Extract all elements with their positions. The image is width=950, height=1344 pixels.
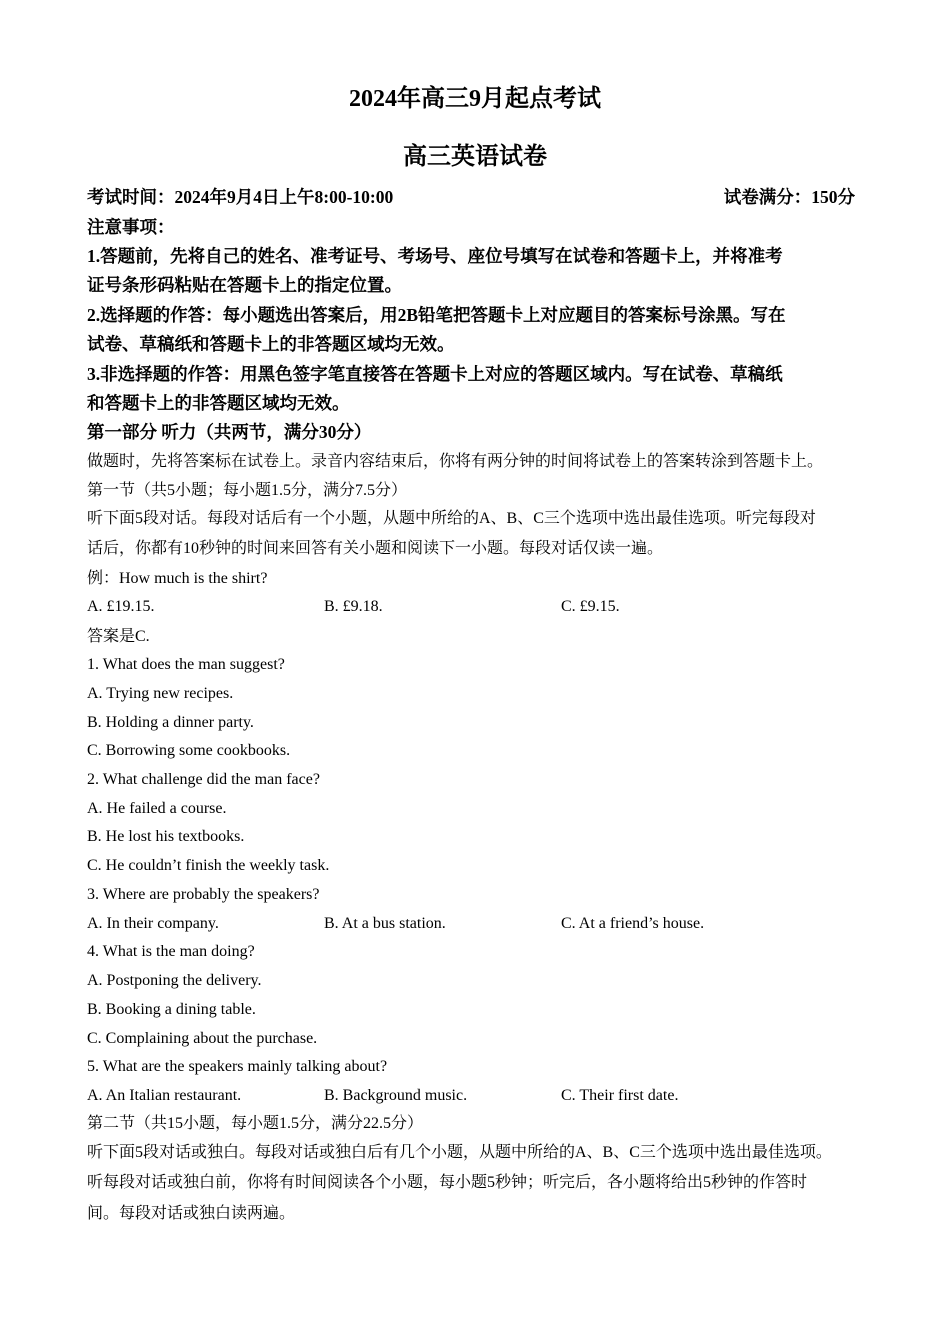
section2-heading: 第二节（共15小题，每小题1.5分，满分22.5分）: [87, 1115, 424, 1132]
question-1: 1. What does the man suggest?: [87, 656, 285, 673]
question-2-option-c: C. He couldn’t finish the weekly task.: [87, 857, 330, 874]
question-3: 3. Where are probably the speakers?: [87, 886, 320, 903]
question-5-option-b: B. Background music.: [324, 1087, 468, 1104]
exam-title: 2024年高三9月起点考试: [349, 86, 601, 112]
full-score: 试卷满分：150分: [723, 187, 855, 207]
part1-intro: 做题时，先将答案标在试卷上。录音内容结束后，你将有两分钟的时间将试卷上的答案转涂到答题卡上。: [87, 453, 824, 470]
example-option-b: B. £9.18.: [324, 598, 383, 615]
question-4-option-a: A. Postponing the delivery.: [87, 972, 262, 989]
notice-item-1-line-1: 1.答题前，先将自己的姓名、准考证号、考场号、座位号填写在试卷和答题卡上，并将准考: [87, 246, 783, 266]
example-option-c: C. £9.15.: [561, 598, 620, 615]
question-4: 4. What is the man doing?: [87, 943, 255, 960]
notice-item-2-line-2: 试卷、草稿纸和答题卡上的非答题区域均无效。: [87, 334, 455, 354]
section2-instructions-line-3: 间。每段对话或独白读两遍。: [87, 1205, 296, 1222]
section2-instructions-line-2: 听每段对话或独白前，你将有时间阅读各个小题，每小题5秒钟；听完后，各小题将给出5秒钟的作答时: [87, 1174, 808, 1191]
question-1-option-a: A. Trying new recipes.: [87, 685, 234, 702]
question-5-option-c: C. Their first date.: [561, 1087, 679, 1104]
notice-item-2-line-1: 2.选择题的作答：每小题选出答案后，用2B铅笔把答题卡上对应题目的答案标号涂黑。写在: [87, 305, 786, 325]
question-3-option-b: B. At a bus station.: [324, 915, 446, 932]
notice-item-3-line-1: 3.非选择题的作答：用黑色签字笔直接答在答题卡上对应的答题区域内。写在试卷、草稿纸: [87, 364, 783, 384]
question-2-option-a: A. He failed a course.: [87, 800, 227, 817]
part1-heading: 第一部分 听力（共两节，满分30分）: [87, 422, 372, 442]
notice-item-1-line-2: 证号条形码粘贴在答题卡上的指定位置。: [87, 275, 402, 295]
question-1-option-b: B. Holding a dinner party.: [87, 714, 254, 731]
example-option-a: A. £19.15.: [87, 598, 155, 615]
section1-instructions-line-1: 听下面5段对话。每段对话后有一个小题，从题中所给的A、B、C三个选项中选出最佳选项。听完每段对: [87, 510, 816, 527]
question-4-option-b: B. Booking a dining table.: [87, 1001, 256, 1018]
notice-item-3-line-2: 和答题卡上的非答题区域均无效。: [87, 393, 350, 413]
section2-instructions-line-1: 听下面5段对话或独白。每段对话或独白后有几个小题，从题中所给的A、B、C三个选项中选出最佳选项。: [87, 1144, 832, 1161]
question-5: 5. What are the speakers mainly talking about?: [87, 1058, 388, 1075]
section1-instructions-line-2: 话后，你都有10秒钟的时间来回答有关小题和阅读下一小题。每段对话仅读一遍。: [87, 540, 664, 557]
question-4-option-c: C. Complaining about the purchase.: [87, 1030, 318, 1047]
example-answer: 答案是C.: [87, 628, 150, 645]
question-2: 2. What challenge did the man face?: [87, 771, 320, 788]
question-2-option-b: B. He lost his textbooks.: [87, 828, 245, 845]
notice-heading: 注意事项：: [87, 217, 175, 237]
subject-title: 高三英语试卷: [403, 144, 547, 170]
section1-heading: 第一节（共5小题；每小题1.5分，满分7.5分）: [87, 482, 408, 499]
example-question: 例：How much is the shirt?: [87, 570, 268, 587]
question-1-option-c: C. Borrowing some cookbooks.: [87, 742, 291, 759]
exam-time: 考试时间：2024年9月4日上午8:00-10:00: [87, 187, 394, 207]
question-3-option-c: C. At a friend’s house.: [561, 915, 705, 932]
question-5-option-a: A. An Italian restaurant.: [87, 1087, 242, 1104]
question-3-option-a: A. In their company.: [87, 915, 219, 932]
